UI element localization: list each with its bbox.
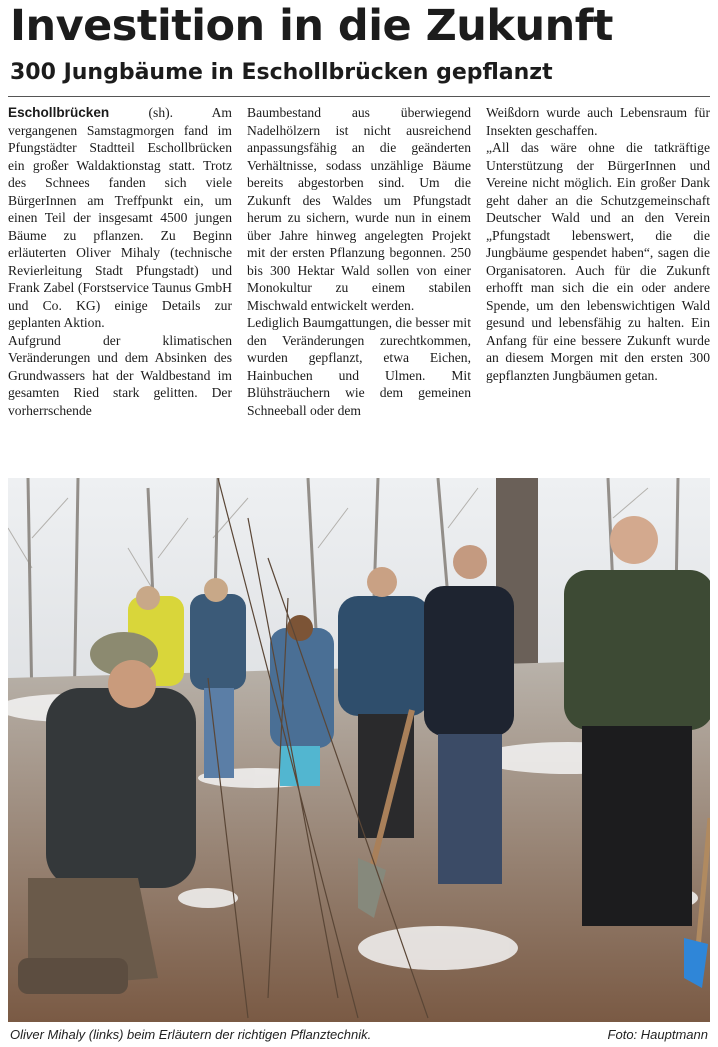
column-2 — [247, 104, 471, 466]
photo-credit: Foto: Hauptmann — [607, 1027, 708, 1042]
dateline: Eschollbrücken — [8, 105, 110, 120]
paragraph: Lediglich Baumgattungen, die besser mit den Veränderungen zurechtkommen, wurden gepflanzt, etwa Eichen, Hainbuchen und Ulmen. Mit Blühsträuchern wie dem gemeinen Schneeball oder dem — [247, 315, 471, 418]
paragraph: Weißdorn wurde auch Lebensraum für Insekten geschaffen. — [486, 105, 710, 138]
article-photo — [8, 478, 710, 1022]
article-body — [8, 104, 710, 466]
paragraph: „All das wäre ohne die tatkräftige Unterstützung der BürgerInnen und Vereine nicht möglich. Ein großer Dank geht daher an die Schutzgemeinschaft Deutscher Wald und an den Verein „Pfungstadt lebenswert, die die Jungbäume gespendet haben“, sagen die Organisatoren. Auch für die Zukunft erhofft man sich die ein oder andere Spende, um den lebenswichtigen Wald gesund und lebensfähig zu halten. Ein Anfang für eine bessere Zukunft wurde an diesem Morgen mit den ersten 300 gepflanzten Jungbäumen getan. — [486, 140, 710, 383]
divider — [8, 96, 710, 97]
paragraph — [8, 104, 232, 332]
column-3 — [486, 104, 710, 466]
column-1 — [8, 104, 232, 466]
paragraph: Baumbestand aus überwiegend Nadelhölzern ist nicht ausreichend anpassungsfähig an die geänderten Verhältnisse, sodass unzählige Bäume bereits abgestorben sind. Um die Zukunft des Waldes um Pfungstadt herum zu sichern, wurde nun in einem über Jahre hinweg angelegten Projekt mit der ersten Pflanzung begonnen. 250 bis 300 Hektar Wald sollen von einer Monokultur zu einem stabilen Mischwald entwickelt werden. — [247, 105, 471, 313]
photo-illustration — [8, 478, 710, 1022]
subheadline: 300 Jungbäume in Eschollbrücken gepflanzt — [10, 60, 553, 85]
photo-caption: Oliver Mihaly (links) beim Erläutern der richtigen Pflanztechnik. — [10, 1027, 372, 1042]
intro-text: (sh). Am vergangenen Samstagmorgen fand im Pfungstädter Stadtteil Eschollbrücken ein großer Waldaktionstag statt. Trotz des Schnees fanden sich viele BürgerInnen am Treffpunkt ein, um einen Teil der insgesamt 4500 jungen Bäume zu pflanzen. Zu Beginn erläuterten Oliver Mihaly (technische Revierleitung Stadt Pfungstadt) und Frank Zabel (Forstservice Taunus GmbH und Co. KG) einige Details zur geplanten Aktion. — [8, 105, 232, 330]
paragraph: Aufgrund der klimatischen Veränderungen und dem Absinken des Grundwassers hat der Waldbestand im gesamten Ried stark gelitten. Der vorherrschende — [8, 332, 232, 418]
headline: Investition in die Zukunft — [10, 1, 613, 51]
